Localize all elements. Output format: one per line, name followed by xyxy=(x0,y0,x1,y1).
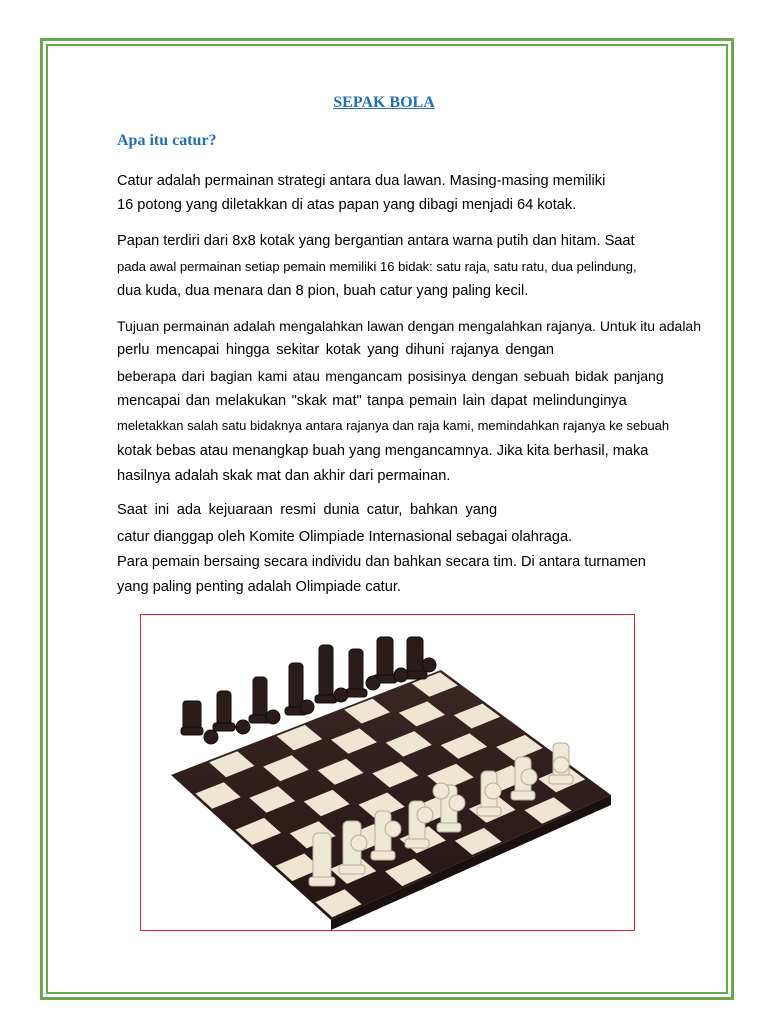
paragraph-line: Catur adalah permainan strategi antara dua lawan. Masing-masing memiliki xyxy=(117,173,606,189)
paragraph-line: perlu mencapai hingga sekitar kotak yang dihuni rajanya dengan xyxy=(117,342,555,358)
paragraph-line: Tujuan permainan adalah mengalahkan lawan dengan mengalahkan rajanya. Untuk itu adalah xyxy=(117,318,702,334)
paragraph-line: meletakkan salah satu bidaknya antara rajanya dan raja kami, memindahkan rajanya ke sebuah xyxy=(117,418,670,433)
chess-board-photo xyxy=(140,614,635,931)
paragraph-line: hasilnya adalah skak mat dan akhir dari permainan. xyxy=(117,468,451,484)
paragraph-line: beberapa dari bagian kami atau mengancam posisinya dengan sebuah bidak panjang xyxy=(117,368,664,384)
paragraph-line: pada awal permainan setiap pemain memiliki 16 bidak: satu raja, satu ratu, dua pelindung, xyxy=(117,259,637,274)
paragraph-line: dua kuda, dua menara dan 8 pion, buah catur yang paling kecil. xyxy=(117,283,529,299)
document-title: SEPAK BOLA xyxy=(333,94,435,111)
paragraph-line: yang paling penting adalah Olimpiade catur. xyxy=(117,579,401,595)
paragraph-line: Papan terdiri dari 8x8 kotak yang bergantian antara warna putih dan hitam. Saat xyxy=(117,233,635,249)
chess-board-illustration xyxy=(141,615,634,930)
section-heading: Apa itu catur? xyxy=(117,132,217,149)
paragraph-line: catur dianggap oleh Komite Olimpiade Internasional sebagai olahraga. xyxy=(117,529,573,545)
paragraph-line: kotak bebas atau menangkap buah yang mengancamnya. Jika kita berhasil, maka xyxy=(117,443,649,459)
paragraph-line: 16 potong yang diletakkan di atas papan yang dibagi menjadi 64 kotak. xyxy=(117,197,577,213)
paragraph-line: Para pemain bersaing secara individu dan bahkan secara tim. Di antara turnamen xyxy=(117,554,646,570)
paragraph-line: Saat ini ada kejuaraan resmi dunia catur, bahkan yang xyxy=(117,502,498,518)
paragraph-line: mencapai dan melakukan "skak mat" tanpa pemain lain dapat melindunginya xyxy=(117,393,627,409)
